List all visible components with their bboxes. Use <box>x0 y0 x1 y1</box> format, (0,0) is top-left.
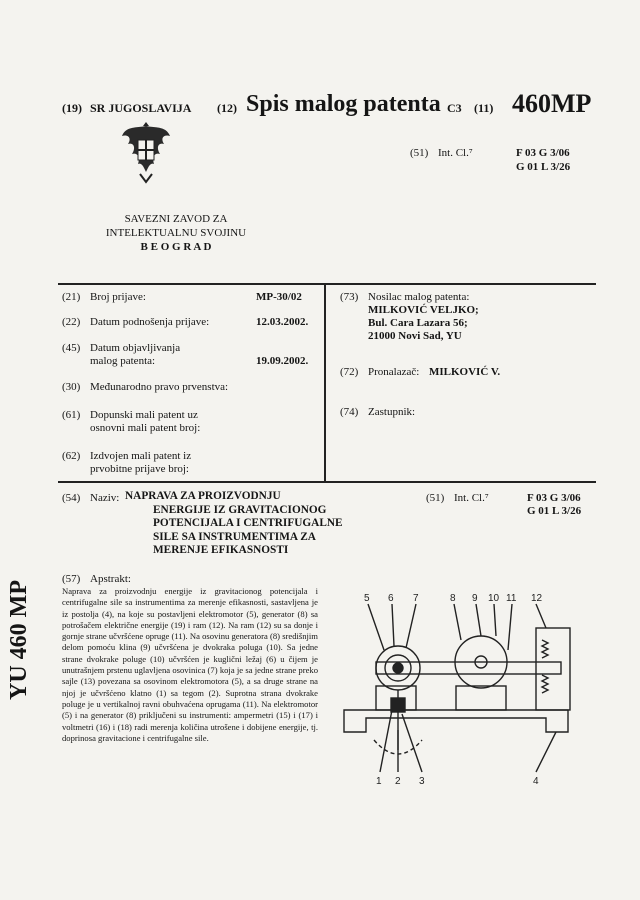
figure-label: 3 <box>419 776 425 787</box>
figure-label: 4 <box>533 776 539 787</box>
inventor-name: MILKOVIĆ V. <box>429 366 501 378</box>
spine-number: YU 460 MP <box>6 580 32 700</box>
code-12: (12) <box>217 101 237 115</box>
lower-spring <box>542 675 548 693</box>
figure-label: 12 <box>531 593 543 604</box>
coat-of-arms-icon <box>120 118 172 186</box>
title-line: POTENCIJALA I CENTRIFUGALNE <box>153 517 343 529</box>
field-label: Izdvojen mali patent iz <box>90 450 192 462</box>
figure-label: 11 <box>506 593 517 604</box>
int-cl-value-2: G 01 L 3/26 <box>527 505 582 517</box>
code-11: (11) <box>474 101 494 115</box>
figure-label: 9 <box>472 593 478 604</box>
lever <box>376 662 561 674</box>
upper-spring <box>542 640 548 658</box>
device-drawing <box>336 590 586 790</box>
field-label: prvobitne prijave broj: <box>90 463 189 475</box>
figure-label: 6 <box>388 593 394 604</box>
divider <box>58 481 596 483</box>
agent-label: Zastupnik: <box>368 406 416 418</box>
code-19: (19) <box>62 101 82 115</box>
office-line-3: B E O G R A D <box>140 241 212 253</box>
field-label: Međunarodno pravo prvenstva: <box>90 381 229 393</box>
invention-title <box>125 490 343 558</box>
title-line: ENERGIJE IZ GRAVITACIONOG <box>153 503 327 516</box>
office-block <box>96 212 256 254</box>
abstract-label: Apstrakt: <box>90 573 131 585</box>
field-label: Datum podnošenja prijave: <box>90 316 210 328</box>
figure-label: 10 <box>488 593 500 604</box>
doc-type-title: Spis malog patenta <box>246 91 441 117</box>
field-label: osnovni mali patent broj: <box>90 422 201 434</box>
title-line: MERENJE EFIKASNOSTI <box>153 544 289 556</box>
abstract-text: Naprava za proizvodnju energije iz gravitacionog potencijala i centrifugalne sile sa instrumentima za merenje efikasnosti, sastavljena je iz postolja (4), na koje su postavljeni elektromotor (5), generator (8) sa potrošačem električne energije (19) i ram (12). Na ram (12) su sa donje i gornje strane učvršćene opruge (11). Na osovinu generatora (8) središnjim delom pomoću klina (9) učvršćena je dvokraka poluga (10). Sa jedne strane dvokrake poluge (10) učvršćen je kuglični ležaj (6) u čijem je unutrašnjem prstenu uglavljena osovinica (7) koja je sa jedne strane preko sajle (13) povezana sa osovinom elektromotora (5), a sa druge strane na njoj je učvršćeno klatno (1) sa tegom (2). Suprotna strana dvokrake poluge je u vertikalnoj ravni obuhvaćena oprugama (11). Na elektromotor (5) i na generator (8) priključeni su instrumenti: ampermetri (15) i (17) i voltmetri (16) i (18) radi merenja količina utrošene i dobijene energije, tj. doprinosa gravitacione i centrifugalne sile. <box>62 586 318 743</box>
field-code: (62) <box>62 450 81 462</box>
figure-label: 5 <box>364 593 370 604</box>
column-divider <box>324 283 326 482</box>
base-frame <box>344 710 568 732</box>
office-line-2: INTELEKTUALNU SVOJINU <box>105 227 247 239</box>
field-value: 19.09.2002. <box>256 355 309 367</box>
field-label: Dopunski mali patent uz <box>90 409 198 421</box>
pendulum-weight <box>391 698 405 712</box>
figure-label: 8 <box>450 593 456 604</box>
kind-code: C3 <box>447 101 462 115</box>
int-cl-value-2: G 01 L 3/26 <box>516 161 571 173</box>
holder-city: 21000 Novi Sad, YU <box>368 330 462 342</box>
ram-frame <box>536 628 570 710</box>
field-code: (22) <box>62 316 81 328</box>
int-cl-code: (51) <box>410 147 429 159</box>
figure-label: 7 <box>413 593 419 604</box>
figure-label: 2 <box>395 776 401 787</box>
title-line: NAPRAVA ZA PROIZVODNJU <box>125 490 281 502</box>
inventor-label: Pronalazač: <box>368 366 420 378</box>
int-cl-value-1: F 03 G 3/06 <box>516 147 570 159</box>
patent-number: 460MP <box>512 89 592 118</box>
field-label: Datum objavljivanja <box>90 342 181 354</box>
field-value: MP-30/02 <box>256 291 302 303</box>
field-code: (30) <box>62 381 81 393</box>
holder-label: Nosilac malog patenta: <box>368 291 470 303</box>
agent-code: (74) <box>340 406 359 418</box>
field-code: (21) <box>62 291 81 303</box>
int-cl-value-1: F 03 G 3/06 <box>527 492 581 504</box>
title-line: SILE SA INSTRUMENTIMA ZA <box>153 530 316 543</box>
abstract-code: (57) <box>62 573 81 585</box>
title-code: (54) <box>62 492 81 504</box>
field-value: 12.03.2002. <box>256 316 309 328</box>
field-label: Broj prijave: <box>90 291 146 303</box>
title-label: Naziv: <box>90 492 120 504</box>
divider <box>58 283 596 285</box>
int-cl-label: Int. Cl.⁷ <box>454 492 489 504</box>
holder-name: MILKOVIĆ VELJKO; <box>368 304 479 316</box>
field-code: (45) <box>62 342 81 354</box>
country-name: SR JUGOSLAVIJA <box>90 101 192 115</box>
generator-block <box>456 686 506 710</box>
inventor-code: (72) <box>340 366 359 378</box>
holder-code: (73) <box>340 291 359 303</box>
figure-label: 1 <box>376 776 382 787</box>
int-cl-code: (51) <box>426 492 445 504</box>
int-cl-label: Int. Cl.⁷ <box>438 147 473 159</box>
holder-address: Bul. Cara Lazara 56; <box>368 317 468 329</box>
field-label: malog patenta: <box>90 355 156 367</box>
field-code: (61) <box>62 409 81 421</box>
office-line-1: SAVEZNI ZAVOD ZA <box>124 213 228 225</box>
